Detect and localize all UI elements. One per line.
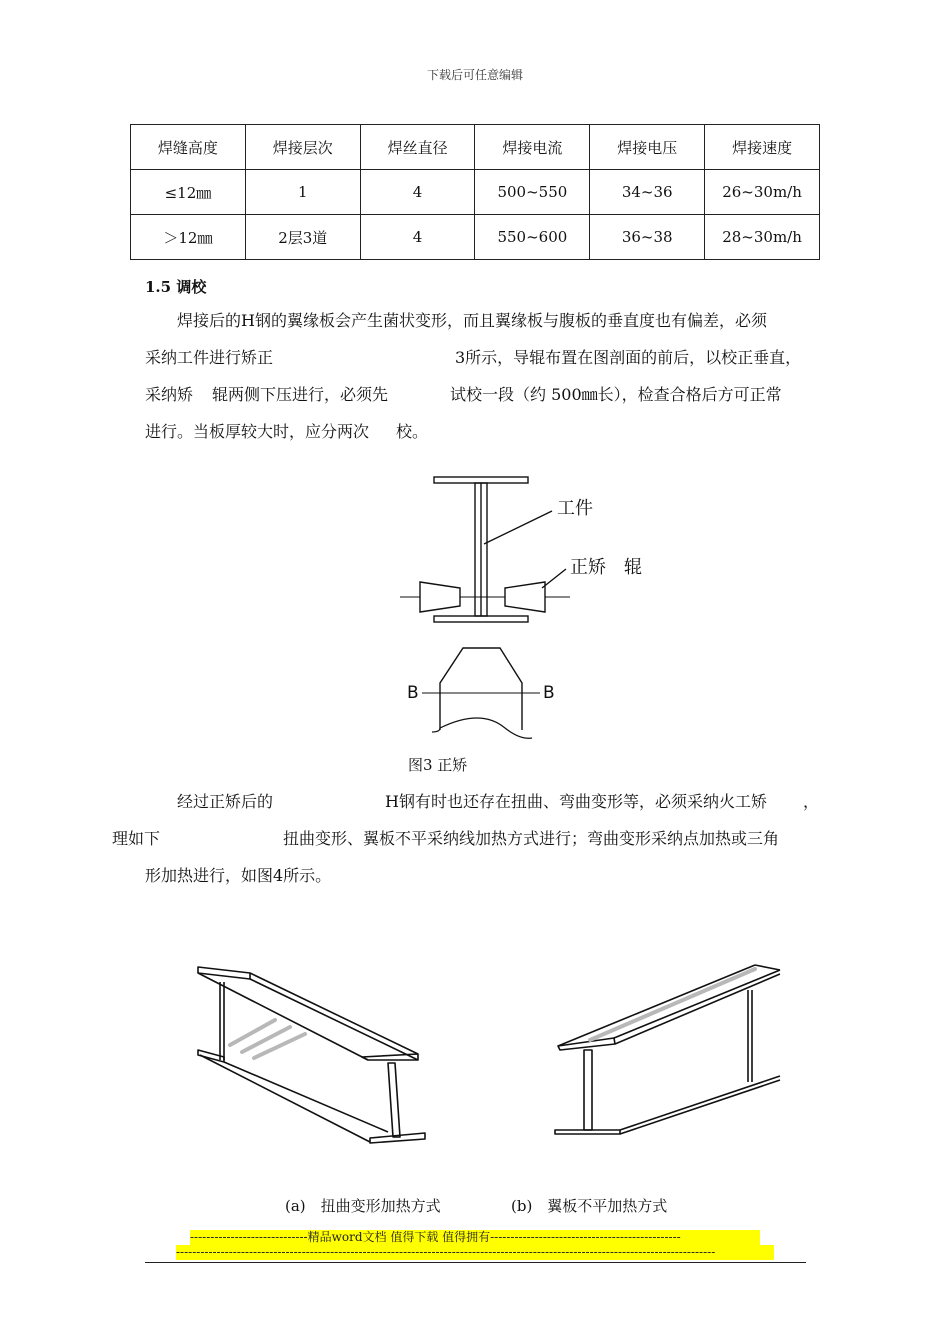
- twist-heating-diagram: [190, 960, 440, 1150]
- section-mark-left: B: [407, 683, 419, 703]
- para2-line1a: 经过正矫后的: [177, 792, 274, 811]
- table-cell: 36~38: [590, 215, 705, 260]
- right-roller: [505, 582, 545, 612]
- para2-line1c: ，: [803, 792, 820, 811]
- table-header-cell: 焊接层次: [245, 125, 360, 170]
- table-cell: 500~550: [475, 170, 590, 215]
- table-cell: 4: [360, 170, 475, 215]
- footer-rule: [145, 1262, 806, 1263]
- para1-line3c: 试校一段（约 500㎜长），检查合格后方可正常: [450, 385, 782, 404]
- table-cell: 34~36: [590, 170, 705, 215]
- para2-line2b: 扭曲变形、翼板不平采纳线加热方式进行；弯曲变形采纳点加热或三角: [283, 829, 780, 848]
- table-cell: 26~30m/h: [705, 170, 820, 215]
- table-header-cell: 焊接电压: [590, 125, 705, 170]
- bottom-flange: [434, 616, 528, 622]
- web-front: [584, 1050, 592, 1130]
- footer-watermark-line2: -------------------------------------------------------------------------------------------------------------------------------------: [176, 1245, 774, 1260]
- figure4-caption-b: (b) 翼板不平加热方式: [511, 1197, 668, 1215]
- table-cell: 1: [245, 170, 360, 215]
- para2-line2a: 理如下: [112, 829, 161, 848]
- welding-parameter-table: [130, 124, 820, 260]
- table-row: [131, 215, 820, 260]
- para1-line3a: 采纳矫: [145, 385, 194, 404]
- label-roller: 正矫 辊: [570, 557, 642, 578]
- para1-line2a: 采纳工件进行矫正: [145, 348, 274, 367]
- table-header-cell: 焊接速度: [705, 125, 820, 170]
- bottom-flange-end: [370, 1133, 425, 1143]
- table-cell: ≤12㎜: [131, 170, 246, 215]
- para2-line1b: H钢有时也还存在扭曲、弯曲变形等，必须采纳火工矫: [385, 792, 767, 811]
- top-flange: [434, 477, 528, 483]
- straightening-diagram: [380, 470, 680, 760]
- table-cell: 550~600: [475, 215, 590, 260]
- table-header-cell: 焊缝高度: [131, 125, 246, 170]
- table-header-row: [131, 125, 820, 170]
- table-row: [131, 170, 820, 215]
- figure4-caption-a: (a) 扭曲变形加热方式: [285, 1197, 441, 1215]
- para2-line3: 形加热进行，如图4所示。: [145, 866, 332, 885]
- table-cell: ＞12㎜: [131, 215, 246, 260]
- flange-heating-diagram: [550, 960, 790, 1140]
- front-top-flange: [558, 1038, 615, 1050]
- table-header-cell: 焊丝直径: [360, 125, 475, 170]
- front-flange-end: [362, 1054, 418, 1060]
- section-mark-right: B: [543, 683, 555, 703]
- figure3-caption: 图3 正矫: [408, 756, 468, 774]
- para1-line1: 焊接后的H钢的翼缘板会产生菌状变形，而且翼缘板与腹板的垂直度也有偏差，必须: [177, 311, 767, 330]
- heating-lines: [230, 1020, 305, 1058]
- section-title: 1.5 调校: [145, 278, 207, 296]
- heating-line: [590, 969, 755, 1040]
- footer-watermark-line1: -----------------------------精品word文档 值得下载 值得拥有-----------------------------------------------: [190, 1230, 760, 1245]
- left-roller: [420, 582, 460, 612]
- table-cell: 2层3道: [245, 215, 360, 260]
- para1-line2b: 3所示，导辊布置在图剖面的前后，以校正垂直，: [455, 348, 802, 367]
- web-front: [388, 1063, 400, 1137]
- para1-line4b: 校。: [396, 422, 429, 441]
- para1-line3b: 辊两侧下压进行，必须先: [212, 385, 389, 404]
- table-cell: 28~30m/h: [705, 215, 820, 260]
- header-note: 下载后可任意编辑: [426, 68, 523, 82]
- bottom-flange: [555, 1130, 620, 1134]
- para1-line4a: 进行。当板厚较大时，应分两次: [145, 422, 370, 441]
- label-workpiece: 工件: [557, 498, 593, 519]
- table-cell: 4: [360, 215, 475, 260]
- table-header-cell: 焊接电流: [475, 125, 590, 170]
